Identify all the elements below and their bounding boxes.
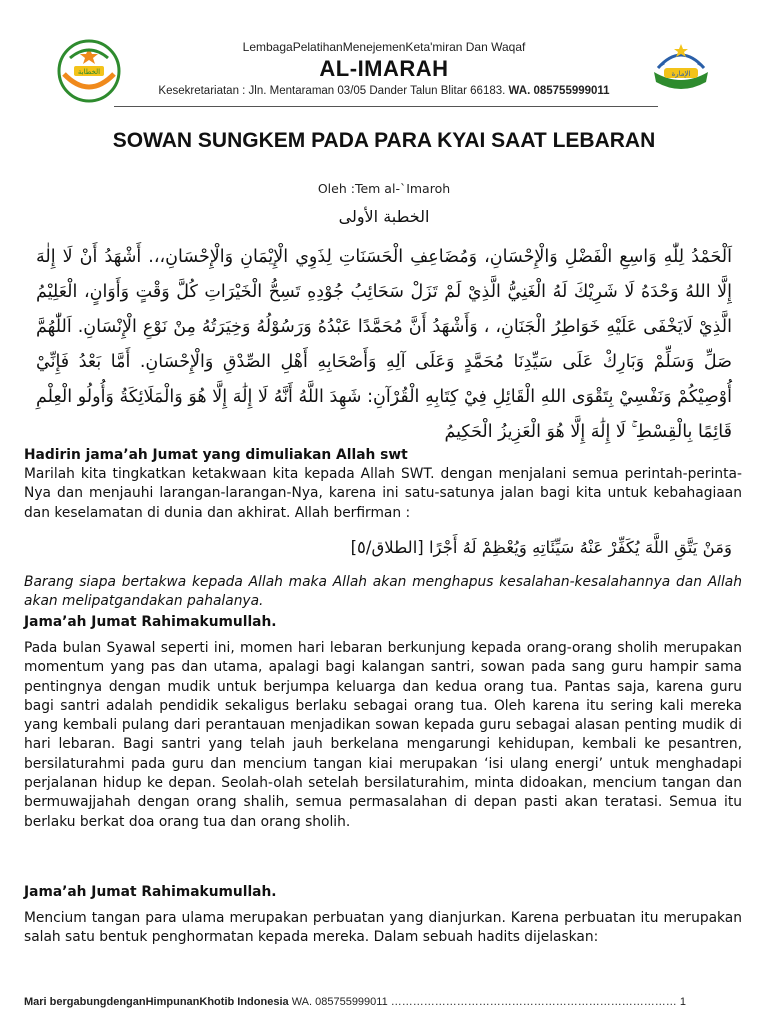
paragraph-intro: Marilah kita tingkatkan ketakwaan kita kepada Allah SWT. dengan menjalani semua perintah-perinta-Nya dan menjauhi larangan-larangan-Nya, karena ini satu-satunya jalan bagi kita untuk kebahagiaan dan keselamatan di dunia dan akhirat. Allah berfirman : bbox=[24, 466, 742, 521]
arabic-opening: اَلْحَمْدُ لِلّٰهِ وَاسِعِ الْفَضْلِ وَالْإِحْسَانِ، وَمُضَاعِفِ الْحَسَنَاتِ لِذَوِي الْإِيْمَانِ وَالْإِحْسَانِ،،. أَشْهَدُ أَنْ لَا إِلٰهَ إِلَّا اللهُ وَحْدَهُ لَا شَرِيْكَ لَهُ الْغَنِيُّ الَّذِيْ لَمْ تَزَلْ سَحَائِبُ جُوْدِهِ تَسِحُّ الْخَيْرَاتِ كُلَّ وَقْتٍ وَأَوَانٍ، الْعَلِيْمُ الَّذِيْ لَايَخْفَى عَلَيْهِ خَوَاطِرُ الْجَنَانِ، ، وَأَشْهَدُ أَنَّ مُحَمَّدًا عَبْدُهُ وَرَسُوْلُهُ وَخِيَرَتُهُ مِنْ نَوْعِ الْإِنْسَانِ. اَللّٰهُمَّ صَلِّ وَسَلِّمْ وَبَارِكْ عَلَى سَيِّدِنَا مُحَمَّدٍ وَعَلَى آلِهِ وَأَصْحَابِهِ أَهْلِ الصِّدْقِ وَالْإِحْسَانِ. أَمَّا بَعْدُ فَإِنِّيْ أُوْصِيْكُمْ وَنَفْسِيْ بِتَقْوَى اللهِ الْقَائِلِ فِيْ كِتَابِهِ الْقُرْآنِ: شَهِدَ اللَّهُ أَنَّهُ لَا إِلَٰهَ إِلَّا هُوَ وَالْمَلَائِكَةُ وَأُولُو الْعِلْمِ قَائِمًا بِالْقِسْطِ ۚ لَا إِلَٰهَ إِلَّا هُوَ الْعَزِيزُ الْحَكِيمُ bbox=[36, 247, 732, 442]
header-divider bbox=[114, 106, 658, 107]
org-line: LembagaPelatihanMenejemenKeta'miran Dan Waqaf bbox=[242, 40, 526, 54]
heading-rahimakumullah-1: Jama’ah Jumat Rahimakumullah. bbox=[24, 614, 277, 630]
heading-rahimakumullah-2: Jama’ah Jumat Rahimakumullah. bbox=[24, 884, 277, 900]
heading-hadirin: Hadirin jama’ah Jumat yang dimuliakan Allah swt bbox=[24, 447, 408, 463]
document-title: SOWAN SUNGKEM PADA PARA KYAI SAAT LEBARAN bbox=[112, 129, 656, 152]
footer-wa: WA. 085755999011 bbox=[291, 996, 388, 1008]
letterhead bbox=[0, 0, 768, 110]
khutbah-label: الخطبة الأولى bbox=[338, 207, 430, 226]
footer-dots: …………………………………………………………………… bbox=[390, 996, 677, 1008]
footer-join-text: Mari bergabungdenganHimpunanKhotib Indonesia bbox=[24, 996, 289, 1008]
page-number: 1 bbox=[679, 996, 686, 1008]
org-name: AL-IMARAH bbox=[319, 56, 449, 81]
page-footer bbox=[24, 996, 742, 1008]
author-line: Oleh :Tem al-`Imaroh bbox=[317, 181, 451, 196]
al-imarah-logo-icon bbox=[646, 38, 716, 104]
verse-translation: Barang siapa bertakwa kepada Allah maka Allah akan menghapus kesalahan-kesalahannya dan Allah akan melipatgandakan pahalanya. bbox=[24, 574, 742, 610]
paragraph-syawal: Pada bulan Syawal seperti ini, momen hari lebaran berkunjung kepada orang-orang sholih merupakan momentum yang pas dan utama, apalagi bagi kalangan santri, sowan pada sang guru hampir sama pentingnya dengan mudik untuk berjumpa keluarga dan kedua orang tua. Pantas saja, karena guru bagi santri adalah pendidik sekaligus berlaku sebagai orang tua. Oleh karena itu sering kali mereka yang kembali pulang dari perantauan menjadikan sowan kepada guru sebagai alasan penting mudik di hari lebaran. Bagi santri yang telah jauh berkelana mengarungi kehidupan, kembali ke pesantren, bersilaturahmi pada guru dan mencium tangan kiai merupakan ‘isi ulang energi’ untuk menghadapi perjalanan hidup ke depan. Seolah-olah setelah bersilaturahim, minta didoakan, mencium tangan dan bermuwajjahah dengan orang shalih, semua permasalahan di depan pasti akan teratasi. Semua itu berlaku berkat doa orang tua dan orang sholih. bbox=[24, 640, 742, 830]
address-text: Kesekretariatan : Jln. Mentaraman 03/05 Dander Talun Blitar 66183. bbox=[158, 85, 506, 97]
wa-number: WA. 085755999011 bbox=[508, 85, 610, 97]
svg-text:الإمارة: الإمارة bbox=[671, 70, 691, 78]
svg-text:الخطابة: الخطابة bbox=[77, 68, 101, 76]
quran-verse: وَمَنْ يَتَّقِ اللَّهَ يُكَفِّرْ عَنْهُ سَيِّئَاتِهِ وَيُعْظِمْ لَهُ أَجْرًا [الطلاق/٥] bbox=[350, 538, 732, 557]
paragraph-mencium: Mencium tangan para ulama merupakan perbuatan yang dianjurkan. Karena perbuatan itu merupakan salah satu bentuk penghormatan kepada mereka. Dalam sebuah hadits dijelaskan: bbox=[24, 910, 742, 946]
